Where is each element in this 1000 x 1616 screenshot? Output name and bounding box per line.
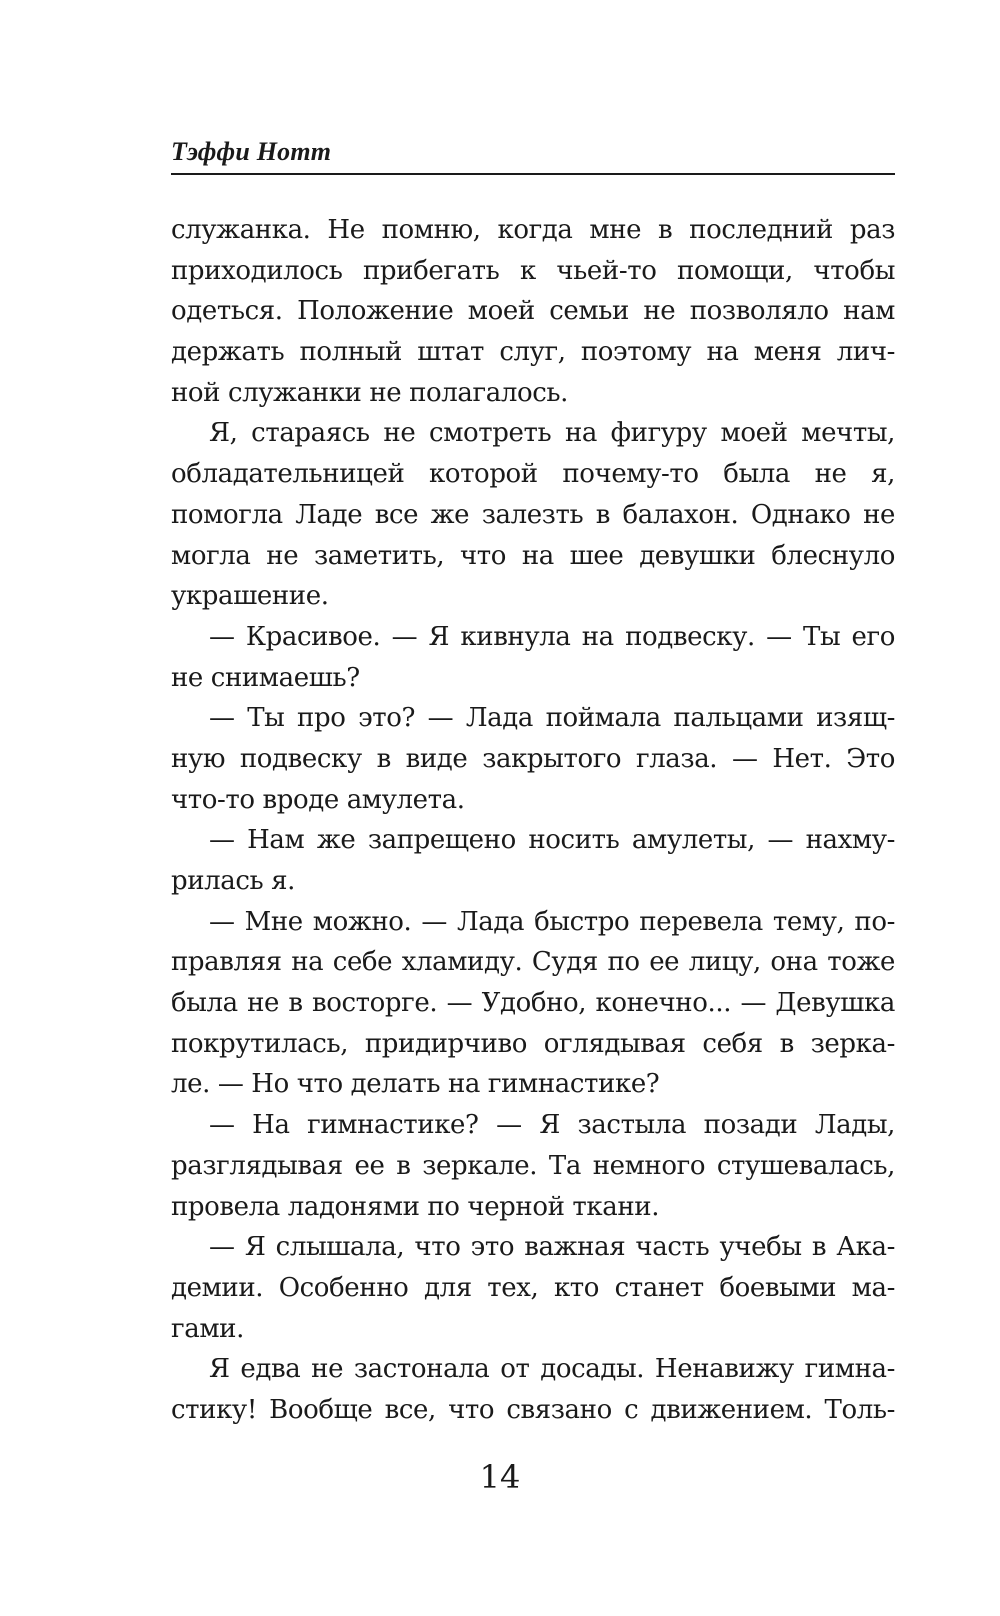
running-header xyxy=(171,133,895,175)
text-line: — На гимнастике? — Я застыла позади Лады, xyxy=(209,1110,895,1141)
text-line: демии. Особенно для тех, кто станет боевыми ма- xyxy=(171,1272,895,1303)
page-number: 14 xyxy=(479,1458,521,1496)
text-line: — Я слышала, что это важная часть учебы в Ака- xyxy=(209,1232,895,1263)
text-line: ную подвеску в виде закрытого глаза. — Нет. Это xyxy=(171,743,895,774)
author-name: Тэффи Нотт xyxy=(171,137,332,166)
text-line: — Красивое. — Я кивнула на подвеску. — Ты его xyxy=(209,621,895,652)
text-line: ле. — Но что делать на гимнастике? xyxy=(171,1069,660,1100)
text-line: провела ладонями по черной ткани. xyxy=(171,1191,660,1222)
text-line: Я, стараясь не смотреть на фигуру моей мечты, xyxy=(209,418,895,449)
text-line: — Мне можно. — Лада быстро перевела тему, по- xyxy=(209,906,895,937)
text-line: приходилось прибегать к чьей-то помощи, чтобы xyxy=(171,255,895,286)
text-line: одеться. Положение моей семьи не позволяло нам xyxy=(171,296,895,327)
text-line: гами. xyxy=(171,1313,244,1344)
text-line: правляя на себе хламиду. Судя по ее лицу, она тоже xyxy=(171,947,895,978)
text-line: не снимаешь? xyxy=(171,662,360,693)
text-line: была не в восторге. — Удобно, конечно... — Девушка xyxy=(171,988,895,1019)
text-line: украшение. xyxy=(171,581,329,612)
body-text xyxy=(171,210,895,1431)
text-line: — Ты про это? — Лада поймала пальцами изящ- xyxy=(209,703,895,734)
text-line: — Нам же запрещено носить амулеты, — нахму- xyxy=(209,825,895,856)
text-line: что-то вроде амулета. xyxy=(171,784,465,815)
text-line: стику! Вообще все, что связано с движением. Толь- xyxy=(171,1394,895,1425)
text-line: ной служанки не полагалось. xyxy=(171,377,568,408)
text-line: помогла Ладе все же залезть в балахон. Однако не xyxy=(171,499,895,530)
text-line: разглядывая ее в зеркале. Та немного стушевалась, xyxy=(171,1150,895,1181)
text-line: Я едва не застонала от досады. Ненавижу гимна- xyxy=(209,1354,895,1385)
text-line: покрутилась, придирчиво оглядывая себя в зерка- xyxy=(171,1028,895,1059)
text-line: служанка. Не помню, когда мне в последний раз xyxy=(171,215,895,245)
text-line: могла не заметить, что на шее девушки блеснуло xyxy=(171,540,895,571)
text-line: держать полный штат слуг, поэтому на меня лич- xyxy=(171,337,895,368)
text-line: обладательницей которой почему-то была не я, xyxy=(171,459,895,490)
text-line: рилась я. xyxy=(171,866,296,896)
